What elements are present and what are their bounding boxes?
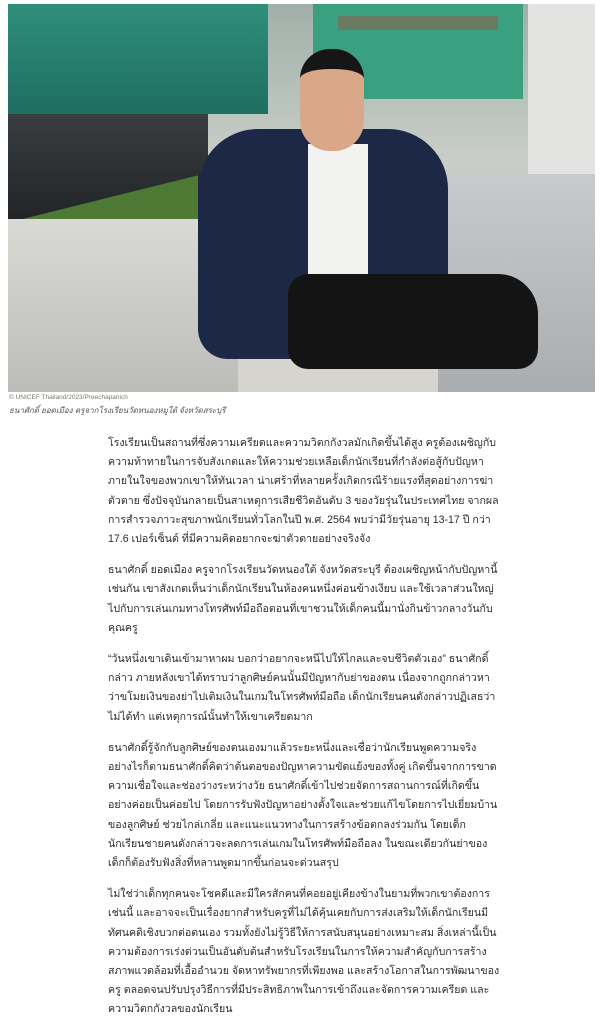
paragraph: โรงเรียนเป็นสถานที่ซึ่งความเครียดและความวิตกกังวลมักเกิดขึ้นได้สูง ครูต้องเผชิญกับความท้าทายในการจับสังเกตและให้ความช่วยเหลือเด็กนักเรียนที่กำลังต่อสู้กับปัญหาภายในใจของพวกเขาให้ทันเวลา น่าเศร้าที่หลายครั้งเกิดกรณีร้ายแรงที่สุดอย่างการฆ่าตัวตาย ซึ่งปัจจุบันกลายเป็นสาเหตุการเสียชีวิตอันดับ 3 ของวัยรุ่นในประเทศไทย จากผลการสำรวจภาวะสุขภาพนักเรียนทั่วโลกในปี พ.ศ. 2564 พบว่ามีวัยรุ่นอายุ 13-17 ปี กว่า 17.6 เปอร์เซ็นต์ ที่มีความคิดอยากจะฆ่าตัวตายอย่างจริงจัง — [108, 437, 499, 546]
person-trousers — [288, 274, 538, 369]
article-photo — [8, 4, 595, 392]
photo-credit: © UNICEF Thailand/2023/Preechapanich — [9, 394, 128, 401]
paragraph: “วันหนึ่งเขาเดินเข้ามาหาผม บอกว่าอยากจะหนีไปให้ไกลและจบชีวิตตัวเอง” ธนาศักดิ์กล่าว ภายหลังเขาได้ทราบว่าลูกศิษย์คนนั้นมีปัญหากับย่าของตน เนื่องจากถูกกล่าวหาว่าขโมยเงินของย่าไปเติมเงินในเกมในโทรศัพท์มือถือ เด็กนักเรียนคนดังกล่าวปฏิเสธว่าไม่ได้ทำ แต่เหตุการณ์นั้นทำให้เขาเครียดมาก — [108, 653, 496, 723]
photo-caption: ธนาศักดิ์ ยอดเมือง ครูจากโรงเรียนวัดหนองหมูใต้ จังหวัดสระบุรี — [9, 406, 226, 415]
paragraph: ธนาศักดิ์ ยอดเมือง ครูจากโรงเรียนวัดหนองใต้ จังหวัดสระบุรี ต้องเผชิญหน้ากับปัญหานี้เช่นกัน เขาสังเกตเห็นว่าเด็กนักเรียนในห้องคนหนึ่งค่อนข้างเงียบ และใช้เวลาส่วนใหญ่ไปกับการเล่นเกมทางโทรศัพท์มือถือตอนที่เขาชวนให้เด็กคนนี้มานั่งกินข้าวกลางวันกับคุณครู — [108, 564, 498, 634]
paragraph: ไม่ใช่ว่าเด็กทุกคนจะโชคดีและมีใครสักคนที่คอยอยู่เคียงข้างในยามที่พวกเขาต้องการเช่นนี้ และอาจจะเป็นเรื่องยากสำหรับครูที่ไม่ได้คุ้นเคยกับการส่งเสริมให้เด็กนักเรียนมีทัศนคติเชิงบวกต่อตนเอง รวมทั้งยังไม่รู้วิธีให้การสนับสนุนอย่างเหมาะสม สิ่งเหล่านี้เป็นความต้องการเร่งด่วนเป็นอันดับต้นสำหรับโรงเรียนในการให้ความสำคัญกับการสร้างสภาพแวดล้อมที่เอื้ออำนวย จัดหาทรัพยากรที่เพียงพอ และสร้างโอกาสในการพัฒนาของครู ตลอดจนปรับปรุงวิธีการที่มีประสิทธิภาพในการเข้าถึงและจัดการความเครียด และความวิตกกังวลของนักเรียน — [108, 888, 500, 1016]
person-head — [300, 49, 364, 151]
green-building — [8, 4, 268, 114]
person-shirt — [308, 144, 368, 284]
paragraph: ธนาศักดิ์รู้จักกับลูกศิษย์ของตนเองมาแล้วระยะหนึ่งและเชื่อว่านักเรียนพูดความจริง อย่างไรก็ตามธนาศักดิ์คิดว่าต้นตอของปัญหาความขัดแย้งของทั้งคู่ เกิดขึ้นจากการขาดความเชื่อใจและช่องว่างระหว่างวัย ธนาศักดิ์เข้าไปช่วยจัดการสถานการณ์ที่เกิดขึ้นอย่างค่อยเป็นค่อยไป โดยการรับฟังปัญหาอย่างตั้งใจและช่วยแก้ไขโดยการไปเยี่ยมบ้านของลูกศิษย์ ช่วยไกล่เกลี่ย และแนะแนวทางในการสร้างข้อตกลงร่วมกัน โดยเด็กนักเรียนชายคนดังกล่าวจะลดการเล่นเกมในโทรศัพท์มือถือลง ในขณะเดียวกันย่าของเด็กก็ต้องรับฟังสิ่งที่หลานพูดมากขึ้นก่อนจะด่วนสรุป — [108, 741, 498, 870]
article-body — [108, 434, 500, 1032]
